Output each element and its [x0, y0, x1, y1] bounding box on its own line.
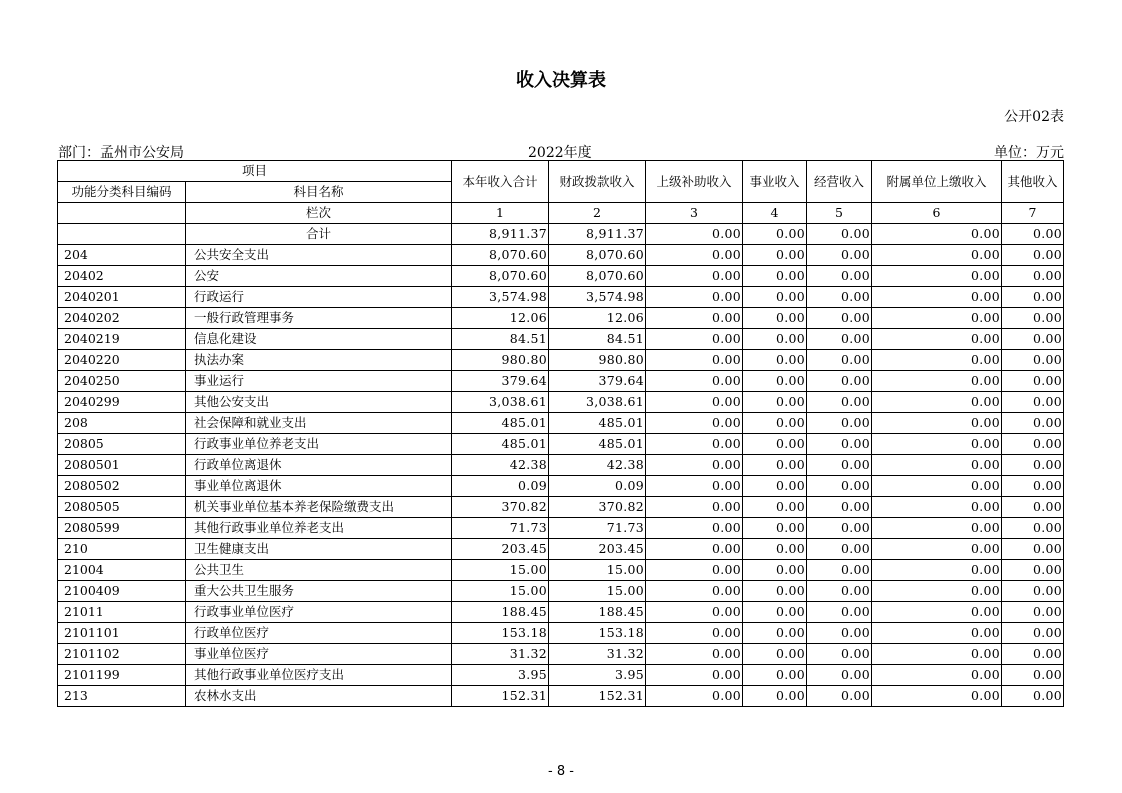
row-value: 3.95 [452, 665, 549, 686]
row-value: 0.00 [743, 686, 807, 707]
row-value: 485.01 [549, 413, 646, 434]
table-row [58, 392, 1064, 413]
table-row [58, 329, 1064, 350]
row-value: 0.00 [743, 392, 807, 413]
table-row [58, 266, 1064, 287]
row-value: 485.01 [549, 434, 646, 455]
row-value: 0.00 [743, 413, 807, 434]
header-affiliated: 附属单位上缴收入 [872, 161, 1002, 203]
row-value: 0.00 [872, 602, 1002, 623]
row-name: 事业运行 [186, 371, 452, 392]
row-value: 980.80 [549, 350, 646, 371]
row-value: 3,038.61 [549, 392, 646, 413]
row-value: 0.00 [872, 644, 1002, 665]
table-row [58, 539, 1064, 560]
row-value: 485.01 [452, 434, 549, 455]
row-value: 12.06 [452, 308, 549, 329]
row-value: 8,070.60 [549, 266, 646, 287]
row-value: 0.00 [807, 287, 872, 308]
total-value: 8,911.37 [549, 224, 646, 245]
row-value: 3,574.98 [452, 287, 549, 308]
row-code: 2080502 [58, 476, 186, 497]
row-value: 3.95 [549, 665, 646, 686]
row-value: 0.00 [743, 329, 807, 350]
row-value: 0.00 [807, 581, 872, 602]
row-value: 0.00 [1002, 581, 1064, 602]
row-value: 0.00 [646, 371, 743, 392]
row-value: 8,070.60 [549, 245, 646, 266]
row-name: 事业单位医疗 [186, 644, 452, 665]
row-value: 0.00 [807, 308, 872, 329]
row-value: 0.00 [743, 623, 807, 644]
row-value: 0.00 [807, 434, 872, 455]
row-value: 0.00 [1002, 623, 1064, 644]
total-value: 0.00 [743, 224, 807, 245]
row-value: 0.00 [743, 602, 807, 623]
row-value: 15.00 [452, 560, 549, 581]
row-name: 公共卫生 [186, 560, 452, 581]
table-row [58, 581, 1064, 602]
table-row [58, 497, 1064, 518]
header-code: 功能分类科目编码 [58, 182, 186, 203]
row-value: 0.00 [1002, 434, 1064, 455]
column-number: 4 [743, 203, 807, 224]
row-value: 0.00 [743, 665, 807, 686]
row-value: 42.38 [549, 455, 646, 476]
row-value: 15.00 [452, 581, 549, 602]
row-value: 8,070.60 [452, 245, 549, 266]
row-value: 0.00 [646, 392, 743, 413]
column-number: 7 [1002, 203, 1064, 224]
row-value: 0.00 [743, 476, 807, 497]
row-value: 0.00 [646, 434, 743, 455]
row-value: 0.00 [646, 413, 743, 434]
column-number: 2 [549, 203, 646, 224]
row-value: 0.00 [807, 413, 872, 434]
row-name: 一般行政管理事务 [186, 308, 452, 329]
row-value: 152.31 [549, 686, 646, 707]
row-value: 0.00 [807, 539, 872, 560]
row-name: 执法办案 [186, 350, 452, 371]
row-name: 其他行政事业单位医疗支出 [186, 665, 452, 686]
table-row [58, 413, 1064, 434]
row-name: 公共安全支出 [186, 245, 452, 266]
row-value: 0.00 [646, 623, 743, 644]
row-value: 15.00 [549, 581, 646, 602]
row-value: 0.00 [1002, 266, 1064, 287]
row-value: 0.00 [743, 644, 807, 665]
header-project: 项目 [58, 161, 452, 182]
row-value: 0.00 [872, 686, 1002, 707]
row-value: 0.00 [743, 308, 807, 329]
row-value: 0.00 [743, 518, 807, 539]
row-value: 0.00 [1002, 329, 1064, 350]
row-value: 0.00 [872, 581, 1002, 602]
row-value: 0.00 [646, 686, 743, 707]
row-code: 2101199 [58, 665, 186, 686]
row-name: 其他公安支出 [186, 392, 452, 413]
row-name: 行政事业单位医疗 [186, 602, 452, 623]
row-code: 2040202 [58, 308, 186, 329]
row-value: 0.00 [872, 476, 1002, 497]
row-value: 0.00 [646, 518, 743, 539]
row-name: 信息化建设 [186, 329, 452, 350]
table-row [58, 476, 1064, 497]
row-code: 2101102 [58, 644, 186, 665]
row-name: 行政运行 [186, 287, 452, 308]
row-value: 370.82 [549, 497, 646, 518]
row-value: 0.00 [872, 497, 1002, 518]
row-code: 2100409 [58, 581, 186, 602]
page-number: - 8 - [548, 764, 574, 779]
row-value: 0.00 [1002, 602, 1064, 623]
row-value: 0.00 [1002, 686, 1064, 707]
row-value: 203.45 [549, 539, 646, 560]
row-value: 31.32 [549, 644, 646, 665]
row-value: 0.09 [549, 476, 646, 497]
total-value: 0.00 [1002, 224, 1064, 245]
row-value: 0.00 [807, 329, 872, 350]
header-name: 科目名称 [186, 182, 452, 203]
row-code: 21004 [58, 560, 186, 581]
row-name: 公安 [186, 266, 452, 287]
table-row [58, 308, 1064, 329]
row-value: 0.00 [807, 392, 872, 413]
header-row-1 [58, 161, 1064, 182]
row-value: 0.00 [872, 413, 1002, 434]
row-value: 0.00 [1002, 308, 1064, 329]
header-operating: 经营收入 [807, 161, 872, 203]
row-name: 行政单位离退休 [186, 455, 452, 476]
row-value: 0.00 [1002, 518, 1064, 539]
header-business: 事业收入 [743, 161, 807, 203]
row-value: 0.00 [872, 266, 1002, 287]
row-code: 204 [58, 245, 186, 266]
column-number: 1 [452, 203, 549, 224]
row-code: 2040220 [58, 350, 186, 371]
row-value: 0.00 [872, 350, 1002, 371]
row-value: 0.00 [872, 245, 1002, 266]
row-value: 0.00 [872, 392, 1002, 413]
row-value: 0.09 [452, 476, 549, 497]
row-value: 379.64 [549, 371, 646, 392]
row-value: 84.51 [452, 329, 549, 350]
row-value: 0.00 [646, 266, 743, 287]
row-name: 重大公共卫生服务 [186, 581, 452, 602]
row-value: 0.00 [646, 350, 743, 371]
row-code: 20805 [58, 434, 186, 455]
table-row [58, 644, 1064, 665]
form-number: 公开02表 [1004, 109, 1064, 125]
row-name: 农林水支出 [186, 686, 452, 707]
row-value: 188.45 [452, 602, 549, 623]
row-value: 0.00 [807, 560, 872, 581]
row-code: 2080501 [58, 455, 186, 476]
row-value: 0.00 [872, 434, 1002, 455]
total-label: 合计 [186, 224, 452, 245]
fiscal-year: 2022年度 [528, 145, 592, 161]
row-code: 21011 [58, 602, 186, 623]
row-code: 2101101 [58, 623, 186, 644]
row-value: 42.38 [452, 455, 549, 476]
row-value: 0.00 [807, 623, 872, 644]
row-value: 0.00 [807, 350, 872, 371]
row-value: 0.00 [872, 560, 1002, 581]
row-value: 0.00 [646, 308, 743, 329]
row-value: 0.00 [646, 497, 743, 518]
row-value: 0.00 [743, 245, 807, 266]
row-value: 0.00 [872, 665, 1002, 686]
row-value: 0.00 [743, 371, 807, 392]
row-value: 152.31 [452, 686, 549, 707]
row-code: 2080505 [58, 497, 186, 518]
row-value: 0.00 [807, 602, 872, 623]
row-value: 0.00 [1002, 665, 1064, 686]
row-value: 0.00 [807, 245, 872, 266]
document-title: 收入决算表 [516, 70, 606, 91]
row-value: 0.00 [872, 539, 1002, 560]
row-value: 0.00 [1002, 371, 1064, 392]
table-row [58, 560, 1064, 581]
row-value: 0.00 [872, 623, 1002, 644]
row-code: 2040219 [58, 329, 186, 350]
row-value: 0.00 [646, 602, 743, 623]
row-value: 84.51 [549, 329, 646, 350]
column-number: 5 [807, 203, 872, 224]
row-value: 0.00 [1002, 245, 1064, 266]
row-value: 370.82 [452, 497, 549, 518]
row-value: 0.00 [872, 308, 1002, 329]
row-value: 31.32 [452, 644, 549, 665]
row-value: 153.18 [549, 623, 646, 644]
row-code: 2040299 [58, 392, 186, 413]
row-value: 0.00 [807, 476, 872, 497]
row-value: 0.00 [743, 287, 807, 308]
row-value: 379.64 [452, 371, 549, 392]
row-value: 0.00 [743, 539, 807, 560]
row-value: 0.00 [1002, 413, 1064, 434]
total-row [58, 224, 1064, 245]
header-total-income: 本年收入合计 [452, 161, 549, 203]
header-superior: 上级补助收入 [646, 161, 743, 203]
row-name: 社会保障和就业支出 [186, 413, 452, 434]
income-table [57, 160, 1064, 707]
row-value: 0.00 [646, 287, 743, 308]
row-code: 210 [58, 539, 186, 560]
total-value: 0.00 [646, 224, 743, 245]
row-value: 0.00 [743, 497, 807, 518]
row-value: 0.00 [1002, 392, 1064, 413]
row-value: 0.00 [646, 581, 743, 602]
row-value: 0.00 [646, 245, 743, 266]
row-value: 0.00 [1002, 455, 1064, 476]
row-code: 2040250 [58, 371, 186, 392]
row-code: 20402 [58, 266, 186, 287]
row-value: 0.00 [1002, 287, 1064, 308]
total-blank [58, 224, 186, 245]
row-value: 0.00 [743, 266, 807, 287]
row-code: 213 [58, 686, 186, 707]
row-value: 0.00 [1002, 350, 1064, 371]
row-value: 0.00 [807, 518, 872, 539]
total-value: 0.00 [807, 224, 872, 245]
row-value: 0.00 [743, 350, 807, 371]
table-row [58, 371, 1064, 392]
row-value: 3,038.61 [452, 392, 549, 413]
row-name: 行政事业单位养老支出 [186, 434, 452, 455]
row-value: 8,070.60 [452, 266, 549, 287]
row-name: 机关事业单位基本养老保险缴费支出 [186, 497, 452, 518]
row-value: 980.80 [452, 350, 549, 371]
row-name: 行政单位医疗 [186, 623, 452, 644]
row-name: 事业单位离退休 [186, 476, 452, 497]
row-value: 0.00 [743, 434, 807, 455]
row-value: 0.00 [807, 371, 872, 392]
row-value: 3,574.98 [549, 287, 646, 308]
table-row [58, 665, 1064, 686]
row-value: 0.00 [743, 560, 807, 581]
header-other: 其他收入 [1002, 161, 1064, 203]
row-value: 188.45 [549, 602, 646, 623]
row-value: 0.00 [646, 455, 743, 476]
total-value: 8,911.37 [452, 224, 549, 245]
row-value: 0.00 [807, 266, 872, 287]
row-value: 0.00 [872, 518, 1002, 539]
department-label: 部门：孟州市公安局 [58, 145, 184, 161]
row-value: 12.06 [549, 308, 646, 329]
row-value: 485.01 [452, 413, 549, 434]
table-row [58, 455, 1064, 476]
table-row [58, 518, 1064, 539]
column-number: 6 [872, 203, 1002, 224]
table-row [58, 287, 1064, 308]
table-row [58, 434, 1064, 455]
row-value: 15.00 [549, 560, 646, 581]
row-value: 71.73 [549, 518, 646, 539]
table-row [58, 623, 1064, 644]
total-value: 0.00 [872, 224, 1002, 245]
row-value: 0.00 [872, 287, 1002, 308]
row-value: 0.00 [743, 455, 807, 476]
row-value: 0.00 [743, 581, 807, 602]
row-value: 0.00 [1002, 644, 1064, 665]
unit-label: 单位：万元 [994, 145, 1064, 161]
row-code: 208 [58, 413, 186, 434]
row-value: 0.00 [807, 665, 872, 686]
row-value: 0.00 [646, 476, 743, 497]
row-value: 0.00 [807, 644, 872, 665]
row-name: 卫生健康支出 [186, 539, 452, 560]
row-value: 0.00 [1002, 476, 1064, 497]
row-value: 0.00 [646, 560, 743, 581]
column-number-row [58, 203, 1064, 224]
row-value: 71.73 [452, 518, 549, 539]
header-fiscal: 财政拨款收入 [549, 161, 646, 203]
row-code: 2080599 [58, 518, 186, 539]
row-value: 0.00 [872, 329, 1002, 350]
row-name: 其他行政事业单位养老支出 [186, 518, 452, 539]
row-value: 0.00 [1002, 497, 1064, 518]
row-value: 0.00 [646, 539, 743, 560]
row-value: 0.00 [807, 686, 872, 707]
table-row [58, 245, 1064, 266]
table-row [58, 350, 1064, 371]
table-row [58, 602, 1064, 623]
table-row [58, 686, 1064, 707]
row-value: 153.18 [452, 623, 549, 644]
row-value: 0.00 [807, 455, 872, 476]
row-value: 203.45 [452, 539, 549, 560]
row-value: 0.00 [646, 665, 743, 686]
row-value: 0.00 [872, 455, 1002, 476]
row-value: 0.00 [807, 497, 872, 518]
row-value: 0.00 [646, 644, 743, 665]
column-number-blank [58, 203, 186, 224]
row-value: 0.00 [646, 329, 743, 350]
column-number: 3 [646, 203, 743, 224]
row-value: 0.00 [1002, 560, 1064, 581]
row-value: 0.00 [872, 371, 1002, 392]
row-value: 0.00 [1002, 539, 1064, 560]
row-code: 2040201 [58, 287, 186, 308]
column-label: 栏次 [186, 203, 452, 224]
